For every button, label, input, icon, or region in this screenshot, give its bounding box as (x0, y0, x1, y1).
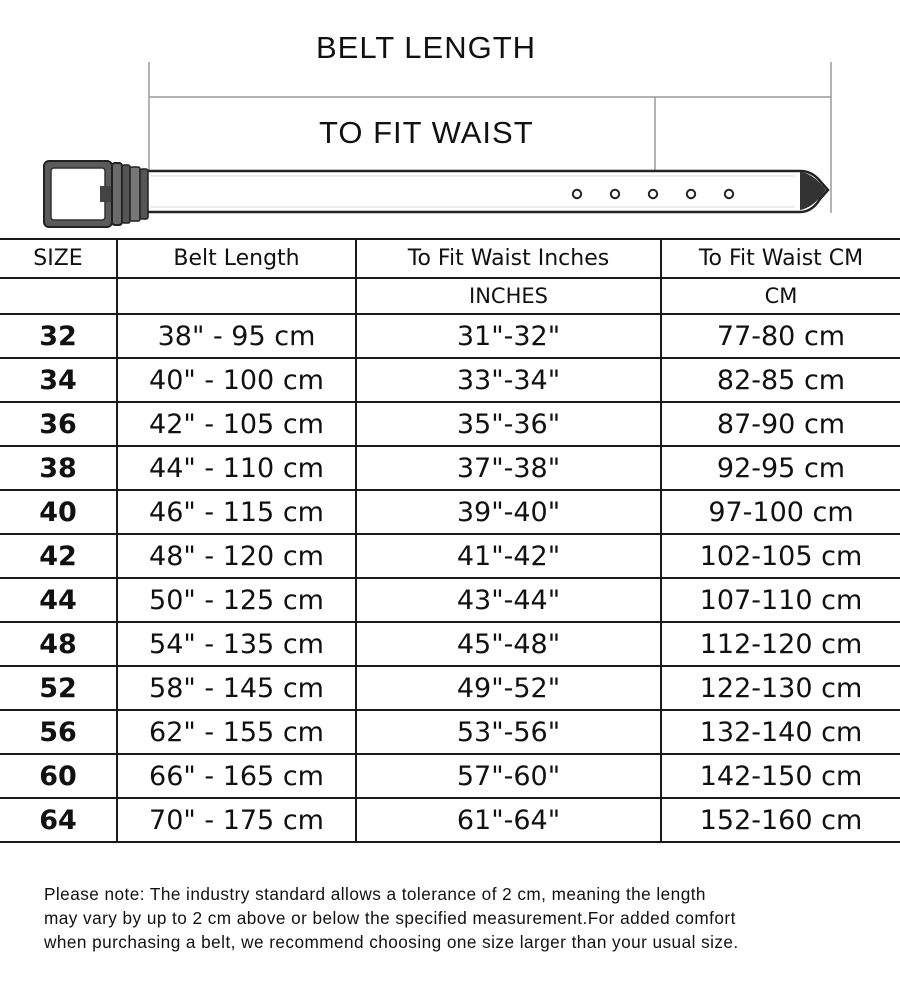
belt-hole (725, 190, 733, 198)
table-row (0, 666, 900, 710)
belt-hole (611, 190, 619, 198)
belt-length-cell: 44" - 110 cm (117, 446, 356, 490)
table-row (0, 314, 900, 358)
waist-cm-cell: 87-90 cm (661, 402, 900, 446)
header-belt-length: Belt Length (117, 239, 356, 278)
tolerance-note (44, 882, 884, 954)
size-cell: 38 (0, 446, 117, 490)
waist-inches-cell: 31"-32" (356, 314, 661, 358)
waist-cm-cell: 77-80 cm (661, 314, 900, 358)
belt-buckle-icon (44, 161, 148, 227)
belt-length-cell: 48" - 120 cm (117, 534, 356, 578)
unit-belt-length (117, 278, 356, 314)
belt-diagram (0, 0, 900, 235)
waist-inches-cell: 39"-40" (356, 490, 661, 534)
size-cell: 48 (0, 622, 117, 666)
waist-cm-cell: 82-85 cm (661, 358, 900, 402)
table-row (0, 710, 900, 754)
table-row (0, 754, 900, 798)
note-line: Please note: The industry standard allows a tolerance of 2 cm, meaning the length (44, 884, 706, 904)
waist-cm-cell: 107-110 cm (661, 578, 900, 622)
waist-cm-cell: 112-120 cm (661, 622, 900, 666)
size-cell: 60 (0, 754, 117, 798)
table-row (0, 358, 900, 402)
table-row (0, 534, 900, 578)
unit-size (0, 278, 117, 314)
table-row (0, 490, 900, 534)
belt-length-cell: 66" - 165 cm (117, 754, 356, 798)
belt-hole (573, 190, 581, 198)
waist-cm-cell: 102-105 cm (661, 534, 900, 578)
unit-row (0, 278, 900, 314)
waist-inches-cell: 43"-44" (356, 578, 661, 622)
table-row (0, 402, 900, 446)
note-line: when purchasing a belt, we recommend choosing one size larger than your usual size. (44, 932, 739, 952)
table-row (0, 798, 900, 842)
belt-length-cell: 54" - 135 cm (117, 622, 356, 666)
waist-inches-cell: 35"-36" (356, 402, 661, 446)
table-row (0, 446, 900, 490)
unit-waist-inches: INCHES (356, 278, 661, 314)
table-row (0, 578, 900, 622)
waist-inches-cell: 41"-42" (356, 534, 661, 578)
waist-inches-cell: 49"-52" (356, 666, 661, 710)
waist-cm-cell: 97-100 cm (661, 490, 900, 534)
size-cell: 32 (0, 314, 117, 358)
size-cell: 56 (0, 710, 117, 754)
belt-length-cell: 42" - 105 cm (117, 402, 356, 446)
belt-length-cell: 38" - 95 cm (117, 314, 356, 358)
waist-cm-cell: 122-130 cm (661, 666, 900, 710)
waist-cm-cell: 152-160 cm (661, 798, 900, 842)
belt-length-label: BELT LENGTH (316, 30, 537, 65)
belt-length-cell: 58" - 145 cm (117, 666, 356, 710)
belt-length-cell: 40" - 100 cm (117, 358, 356, 402)
table-row (0, 622, 900, 666)
waist-inches-cell: 61"-64" (356, 798, 661, 842)
size-chart-table (0, 238, 900, 843)
size-cell: 36 (0, 402, 117, 446)
header-waist-inches: To Fit Waist Inches (356, 239, 661, 278)
belt-hole (649, 190, 657, 198)
belt-length-cell: 50" - 125 cm (117, 578, 356, 622)
table-body (0, 278, 900, 842)
belt-hole (687, 190, 695, 198)
to-fit-waist-label: TO FIT WAIST (319, 115, 534, 150)
waist-inches-cell: 33"-34" (356, 358, 661, 402)
size-cell: 34 (0, 358, 117, 402)
header-row (0, 239, 900, 278)
size-cell: 40 (0, 490, 117, 534)
waist-cm-cell: 92-95 cm (661, 446, 900, 490)
waist-cm-cell: 132-140 cm (661, 710, 900, 754)
waist-inches-cell: 53"-56" (356, 710, 661, 754)
belt-length-cell: 70" - 175 cm (117, 798, 356, 842)
size-cell: 44 (0, 578, 117, 622)
note-line: may vary by up to 2 cm above or below the specified measurement.For added comfort (44, 908, 736, 928)
unit-waist-cm: CM (661, 278, 900, 314)
belt-strap (128, 171, 828, 212)
belt-length-cell: 62" - 155 cm (117, 710, 356, 754)
size-cell: 42 (0, 534, 117, 578)
belt-length-cell: 46" - 115 cm (117, 490, 356, 534)
size-cell: 64 (0, 798, 117, 842)
waist-cm-cell: 142-150 cm (661, 754, 900, 798)
header-waist-cm: To Fit Waist CM (661, 239, 900, 278)
waist-inches-cell: 57"-60" (356, 754, 661, 798)
header-size: SIZE (0, 239, 117, 278)
size-cell: 52 (0, 666, 117, 710)
waist-inches-cell: 37"-38" (356, 446, 661, 490)
waist-inches-cell: 45"-48" (356, 622, 661, 666)
